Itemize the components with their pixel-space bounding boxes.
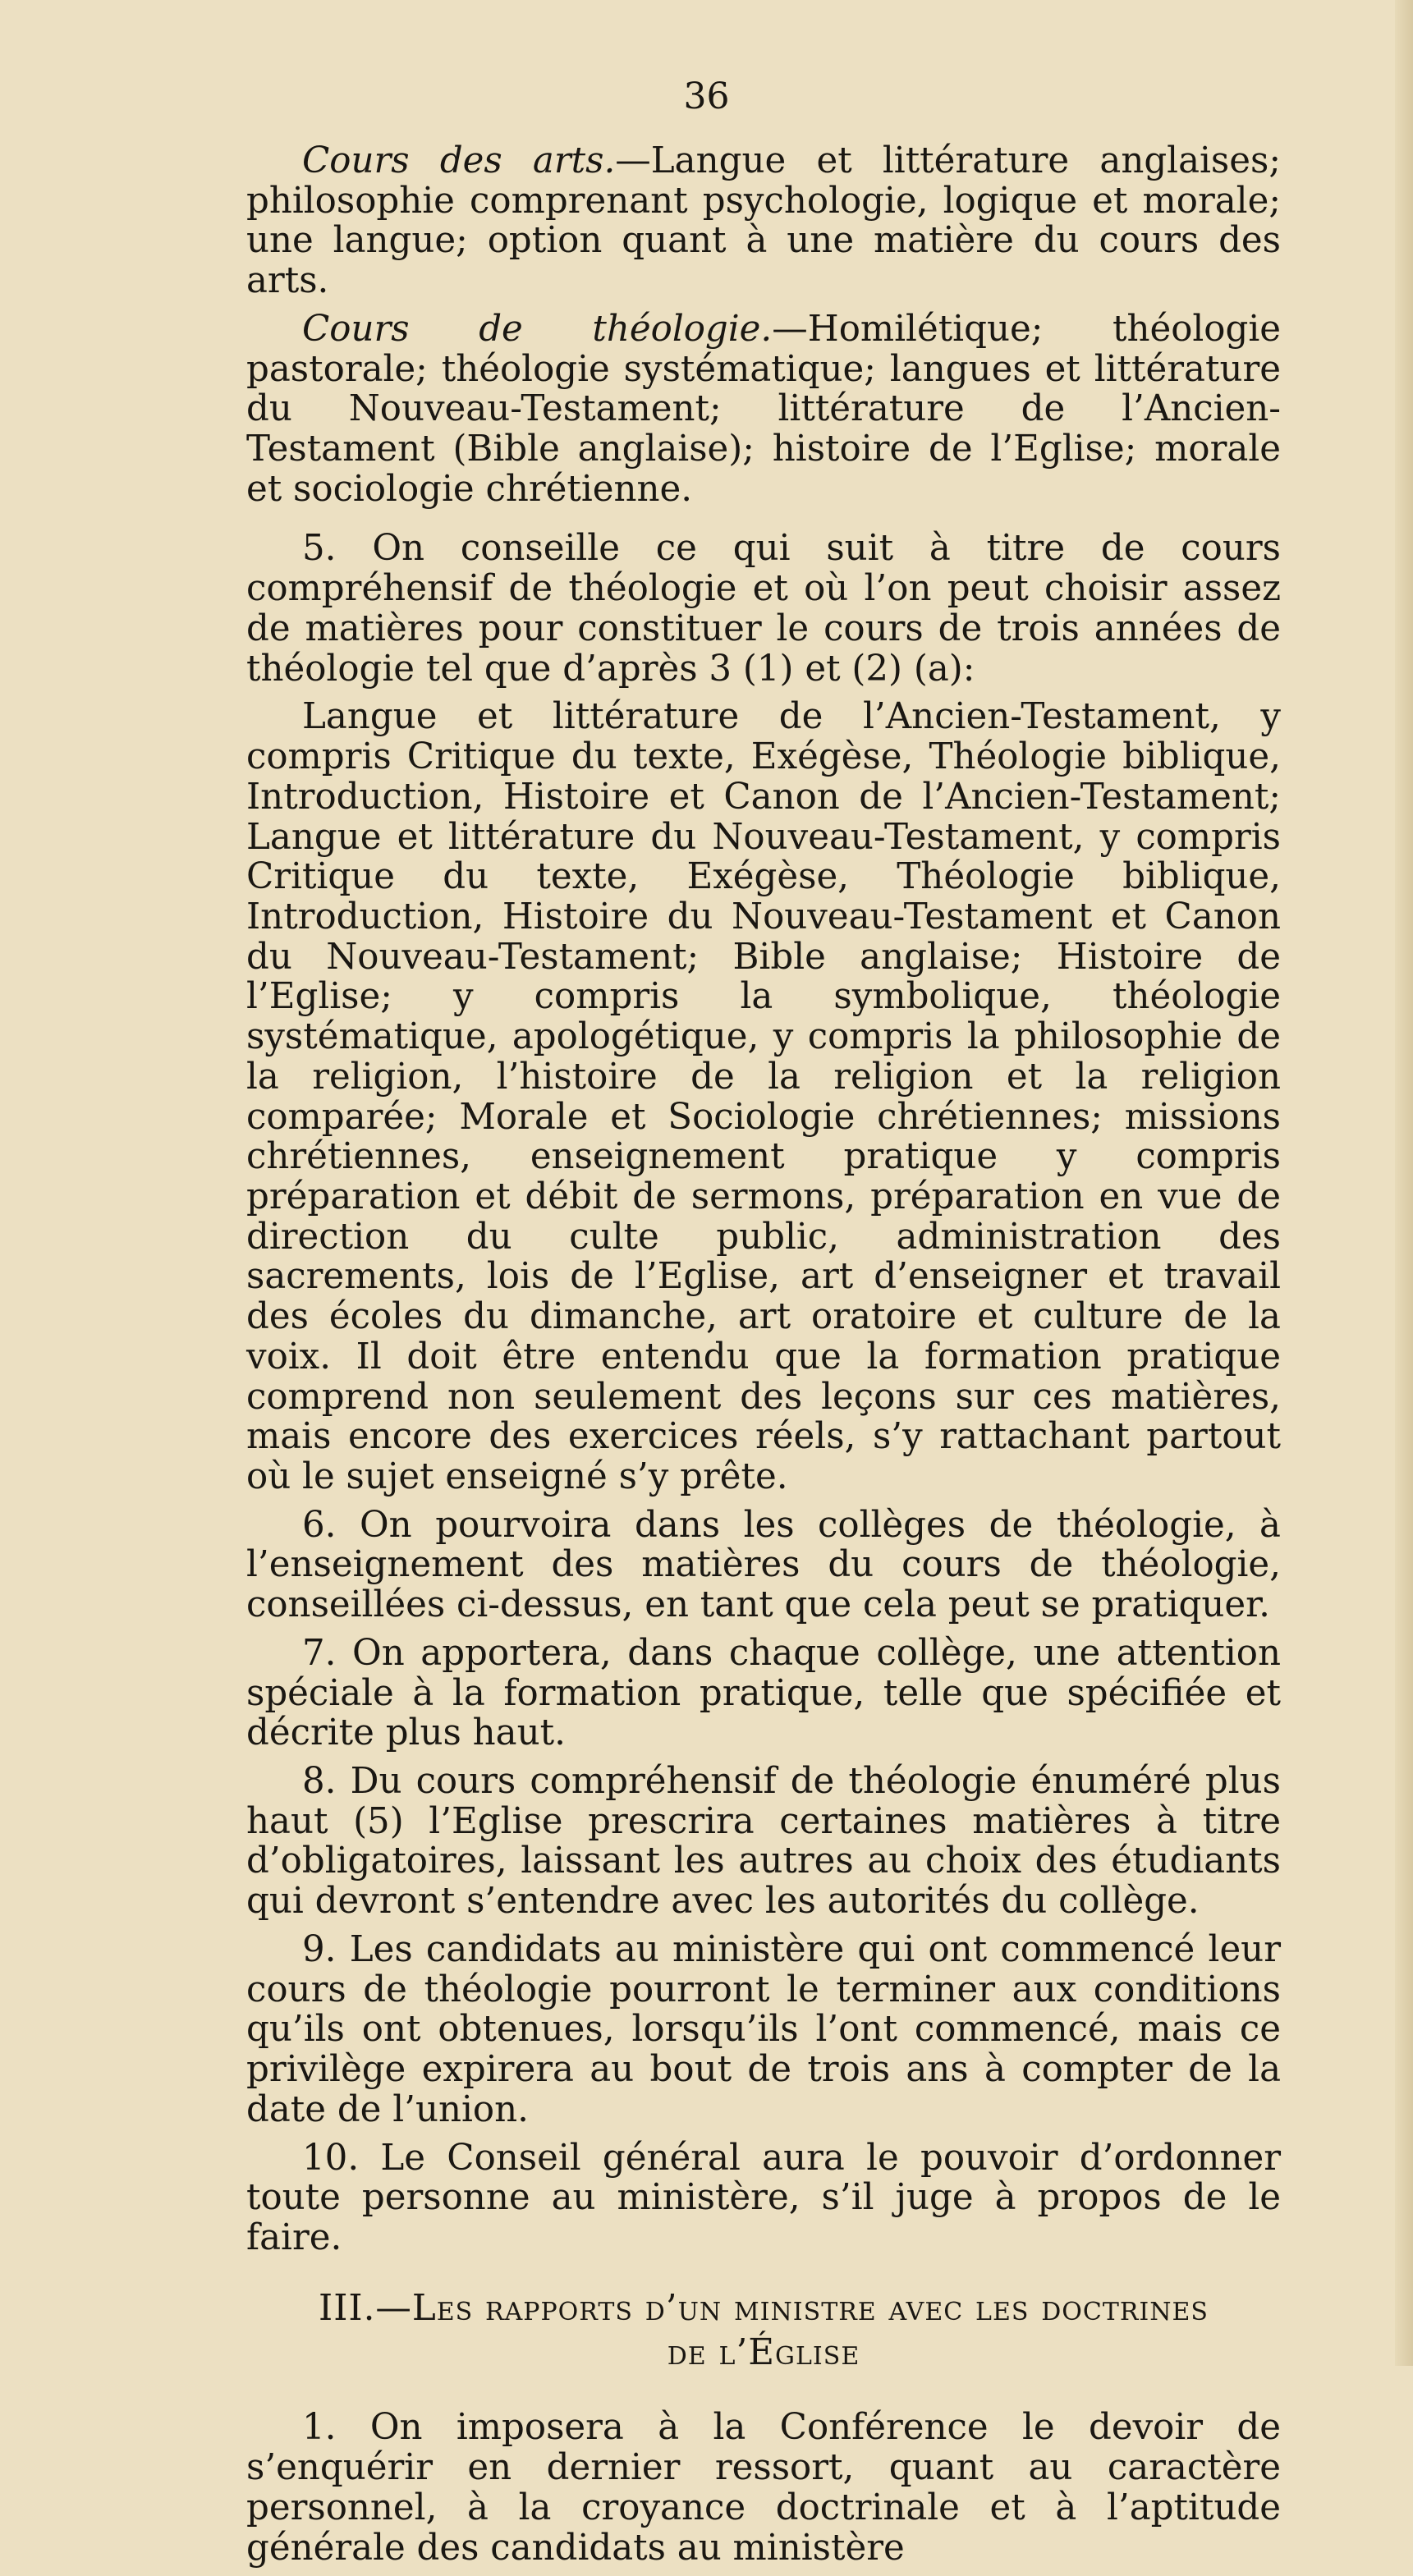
paragraph-text: —Homilétique; théologie pastorale; théologie systématique; langues et littérature du Nouveau-Testament; littérature de l’Ancien-Testament (Bible anglaise); histoire de l’Eglise; morale et sociologie chrétienne.: [246, 308, 1281, 510]
paragraph-6: 6. On pourvoira dans les collèges de théologie, à l’enseignement des matières du cours de théologie, conseillées ci-dessus, en tant que cela peut se pratiquer.: [246, 1504, 1281, 1626]
paragraph-title: Cours des arts.: [302, 140, 616, 181]
paragraph-cours-des-arts: [246, 141, 1281, 301]
section-paragraph-1: 1. On imposera à la Conférence le devoir de s’enquérir en dernier ressort, quant au caractère personnel, à la croyance doctrinale et à l’aptitude générale des candidats au ministère: [246, 2407, 1281, 2569]
paragraph-text: —Langue et littérature anglaises; philosophie comprenant psychologie, logique et morale; une langue; option quant à une matière du cours des arts.: [246, 140, 1281, 302]
page-number: 36: [683, 76, 730, 117]
paragraph-5: 5. On conseille ce qui suit à titre de cours compréhensif de théologie et où l’on peut choisir assez de matières pour constituer le cours de trois années de théologie tel que d’après 3 (1) et (2) (a):: [246, 528, 1281, 690]
paragraph-7: 7. On apportera, dans chaque collège, une attention spéciale à la formation pratique, telle que spécifiée et décrite plus haut.: [246, 1632, 1281, 1754]
paragraph-cours-de-theologie: [246, 309, 1281, 510]
section-heading: [246, 2286, 1281, 2376]
paragraph-5-course-list: Langue et littérature de l’Ancien-Testament, y compris Critique du texte, Exégèse, Théologie biblique, Introduction, Histoire et Canon de l’Ancien-Testament; Langue et littérature du Nouveau-Testament, y compris Critique du texte, Exégèse, Théologie biblique, Introduction, Histoire du Nouveau-Testament et Canon du Nouveau-Testament; Bible anglaise; Histoire de l’Eglise; y compris la symbolique, théologie systématique, apologétique, y compris la philosophie de la religion, l’histoire de la religion et la religion comparée; Morale et Sociologie chrétiennes; missions chrétiennes, enseignement pratique y compris préparation et débit de sermons, préparation en vue de direction du culte public, administration des sacrements, lois de l’Eglise, art d’enseigner et travail des écoles du dimanche, art oratoire et culture de la voix. Il doit être entendu que la formation pratique comprend non seulement des leçons sur ces matières, mais encore des exercices réels, s’y rattachant partout où le sujet enseigné s’y prête.: [246, 696, 1281, 1497]
section-heading-line-2: de l’Église: [667, 2332, 860, 2374]
section-heading-line-1: III.—Les rapports d’un ministre avec les doctrines: [319, 2287, 1209, 2329]
paragraph-title: Cours de théologie.: [302, 308, 773, 350]
paragraph-10: 10. Le Conseil général aura le pouvoir d’ordonner toute personne au ministère, s’il juge à propos de le faire.: [246, 2137, 1281, 2258]
page-body: [246, 141, 1281, 2576]
paragraph-9: 9. Les candidats au ministère qui ont commencé leur cours de théologie pourront le terminer aux conditions qu’ils ont obtenues, lorsqu’ils l’ont commencé, mais ce privilège expirera au bout de trois ans à compter de la date de l’union.: [246, 1928, 1281, 2130]
paragraph-8: 8. Du cours compréhensif de théologie énuméré plus haut (5) l’Eglise prescrira certaines matières à titre d’obligatoires, laissant les autres au choix des étudiants qui devront s’entendre avec les autorités du collège.: [246, 1761, 1281, 1923]
page-edge: [1395, 0, 1413, 2366]
